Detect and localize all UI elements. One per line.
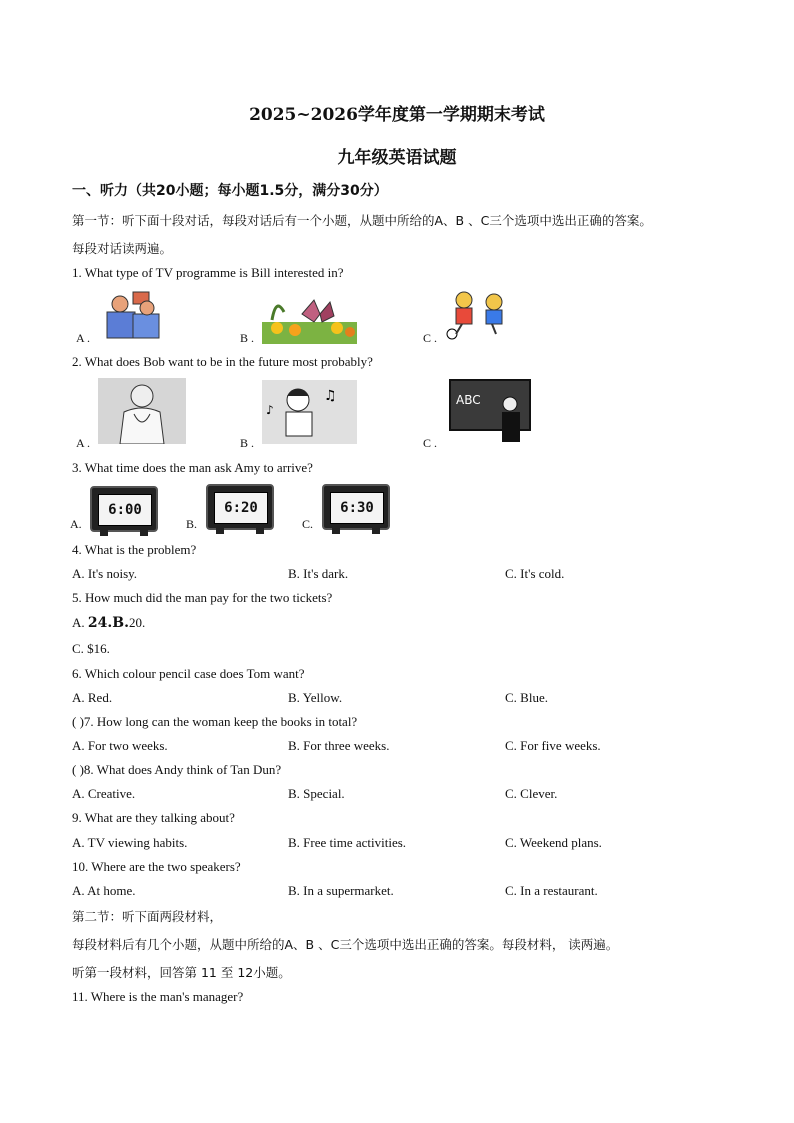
question-8: ( )8. What does Andy think of Tan Dun?	[72, 762, 282, 777]
q2-option-b-image	[262, 380, 357, 444]
q1-option-b-label: B .	[240, 331, 255, 345]
section1-intro: 第一节：听下面十段对话，每段对话后有一个小题，从题中所给的A、B 、C三个选项中选出正确的答案。	[72, 213, 652, 228]
question-3: 3. What time does the man ask Amy to arrive?	[72, 460, 313, 475]
q8-option-b: B. Special.	[288, 786, 345, 801]
q10-option-c: C. In a restaurant.	[505, 883, 598, 898]
q3-clock-c	[322, 484, 390, 530]
q3-option-a-label: A.	[70, 517, 82, 531]
section1-intro-2: 每段对话读两遍。	[72, 241, 173, 256]
q5-option-a-rest: 20.	[128, 615, 146, 630]
q5-option-a-bold: 24.B.	[87, 615, 129, 631]
question-4: 4. What is the problem?	[72, 542, 197, 557]
q6-option-b: B. Yellow.	[288, 690, 343, 705]
q2-chalkboard-text: ABC	[456, 393, 481, 407]
question-7: ( )7. How long can the woman keep the books in total?	[72, 714, 358, 729]
q8-option-a: A. Creative.	[72, 786, 136, 801]
q3-time-b: 6:20	[214, 492, 268, 524]
q7-option-a: A. For two weeks.	[72, 738, 168, 753]
question-9: 9. What are they talking about?	[72, 810, 235, 825]
svg-text:♪: ♪	[266, 403, 274, 417]
section2-heading: 第二节：听下面两段材料，	[72, 909, 223, 924]
q3-option-c-label: C.	[302, 517, 314, 531]
q6-option-a: A. Red.	[72, 690, 113, 705]
q7-option-b: B. For three weeks.	[288, 738, 390, 753]
q9-option-c: C. Weekend plans.	[505, 835, 602, 850]
q2-option-a-label: A .	[76, 436, 91, 450]
question-11: 11. Where is the man's manager?	[72, 989, 244, 1004]
svg-text:♫: ♫	[324, 388, 337, 404]
q3-clock-a	[90, 486, 158, 532]
q4-option-c: C. It's cold.	[505, 566, 565, 581]
q6-option-c: C. Blue.	[505, 690, 548, 705]
q1-option-c-image	[442, 288, 517, 340]
question-6: 6. Which colour pencil case does Tom want?	[72, 666, 305, 681]
q9-option-a: A. TV viewing habits.	[72, 835, 188, 850]
q5-option-a-prefix: A.	[72, 615, 85, 630]
exam-title: 2025~2026学年度第一学期期末考试	[249, 105, 545, 125]
question-1: 1. What type of TV programme is Bill interested in?	[72, 265, 344, 280]
q5-option-a	[72, 615, 145, 631]
part1-heading: 一、听力（共20小题；每小题1.5分，满分30分）	[72, 183, 388, 199]
q1-option-b-image	[262, 292, 357, 344]
section2-listen1: 听第一段材料，回答第 11 至 12小题。	[72, 965, 291, 980]
q1-option-a-image	[95, 290, 165, 342]
question-10: 10. Where are the two speakers?	[72, 859, 241, 874]
q10-option-a: A. At home.	[72, 883, 136, 898]
q1-option-a-label: A .	[76, 331, 91, 345]
q2-option-b-label: B .	[240, 436, 255, 450]
section2-intro: 每段材料后有几个小题，从题中所给的A、B 、C三个选项中选出正确的答案。每段材料， 读两遍。	[72, 937, 619, 952]
q3-option-b-label: B.	[186, 517, 198, 531]
q3-time-c: 6:30	[330, 492, 384, 524]
question-5: 5. How much did the man pay for the two tickets?	[72, 590, 333, 605]
q3-time-a: 6:00	[98, 494, 152, 526]
q7-option-c: C. For five weeks.	[505, 738, 601, 753]
q4-option-b: B. It's dark.	[288, 566, 349, 581]
q2-option-a-image	[98, 378, 186, 444]
q1-option-c-label: C .	[423, 331, 438, 345]
q9-option-b: B. Free time activities.	[288, 835, 407, 850]
q4-option-a: A. It's noisy.	[72, 566, 138, 581]
question-2: 2. What does Bob want to be in the future most probably?	[72, 354, 373, 369]
q3-clock-b	[206, 484, 274, 530]
q8-option-c: C. Clever.	[505, 786, 558, 801]
q2-option-c-label: C .	[423, 436, 438, 450]
q2-option-c-image	[448, 378, 532, 444]
exam-subtitle: 九年级英语试题	[337, 148, 457, 168]
q5-option-c: C. $16.	[72, 641, 110, 656]
q10-option-b: B. In a supermarket.	[288, 883, 394, 898]
